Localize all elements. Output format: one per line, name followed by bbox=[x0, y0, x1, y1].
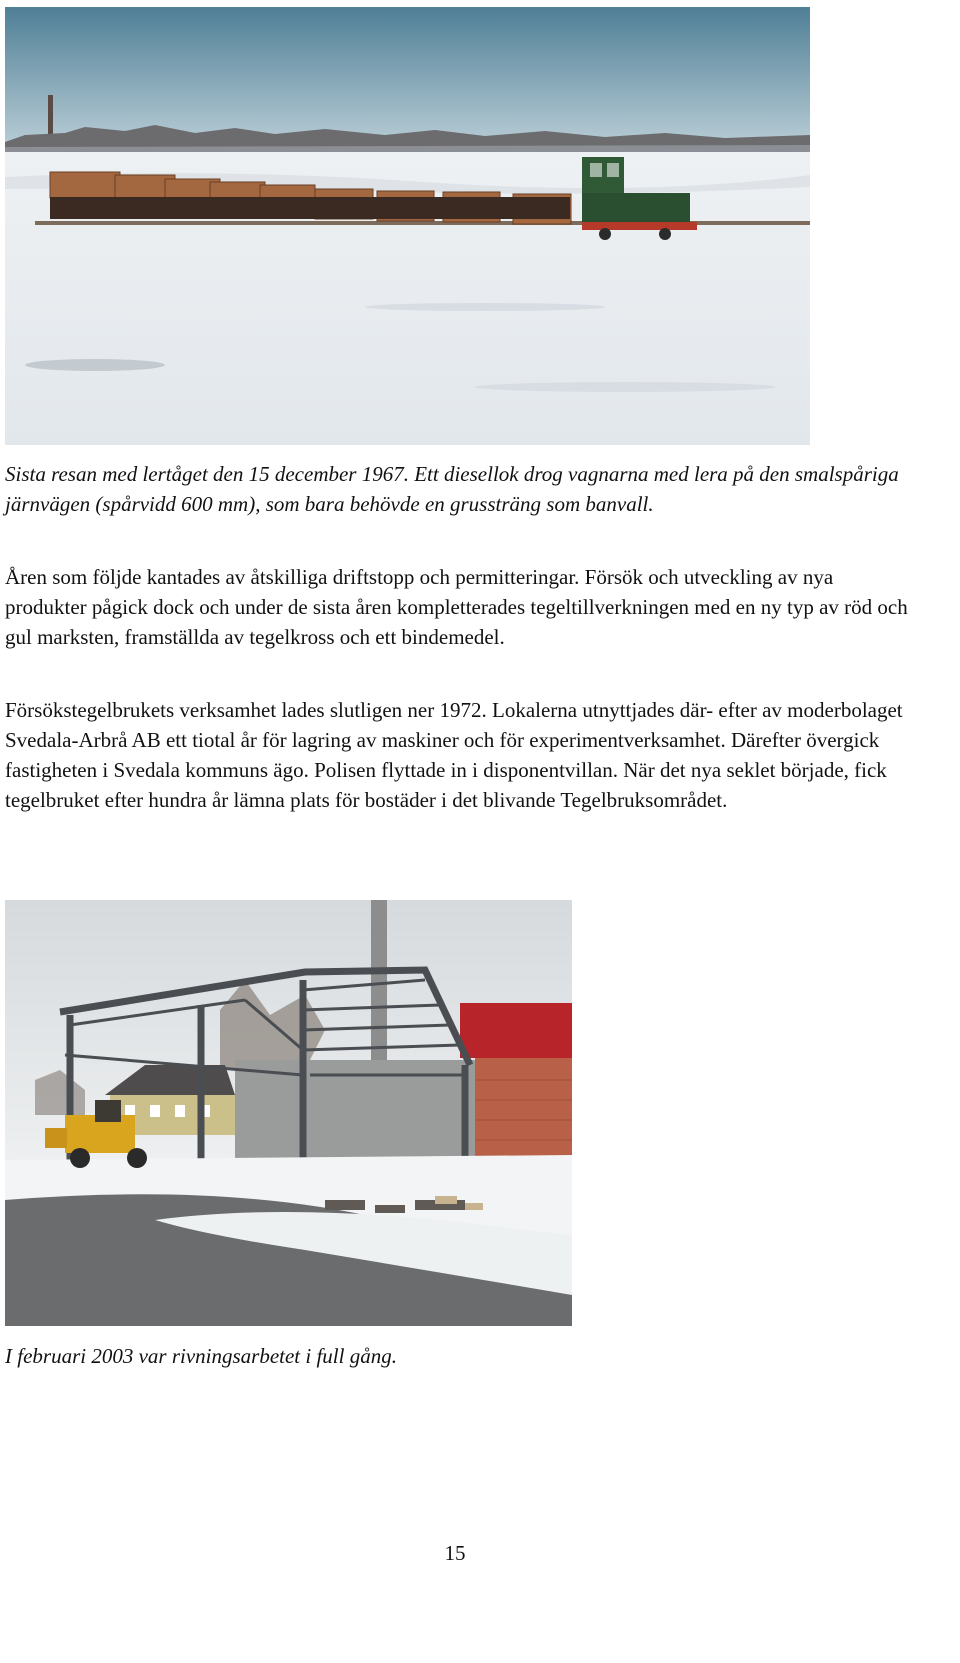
photo-caption-train: Sista resan med lertåget den 15 december 1967. Ett diesellok drog vagnarna med lera på den smalspåriga järnvägen (spårvidd 600 mm), som bara behövde en grussträng som banvall. bbox=[5, 462, 899, 516]
paragraph-1: Åren som följde kantades av åtskilliga driftstopp och permitteringar. Försök och utveckling av nya produkter pågick dock och under de sista åren kompletterades tegeltillverkningen med en ny typ av röd och gul marksten, framställda av tegelkross och ett bindemedel. bbox=[5, 565, 908, 649]
photo-caption-demolition: I februari 2003 var rivningsarbetet i full gång. bbox=[5, 1344, 397, 1368]
paragraph-2: Försökstegelbrukets verksamhet lades slutligen ner 1972. Lokalerna utnyttjades där- efter av moderbolaget Svedala-Arbrå AB ett tiotal år för lagring av maskiner och för experimentverksamhet. Därefter övergick fastigheten i Svedala kommuns ägo. Polisen flyttade in i disponentvillan. När det nya seklet började, fick tegelbruket efter hundra år lämna plats för bostäder i det blivande Tegelbruksområdet. bbox=[5, 698, 903, 812]
photo-clay-train bbox=[5, 7, 810, 445]
photo-demolition bbox=[5, 900, 572, 1326]
page-number: 15 bbox=[444, 1541, 466, 1565]
